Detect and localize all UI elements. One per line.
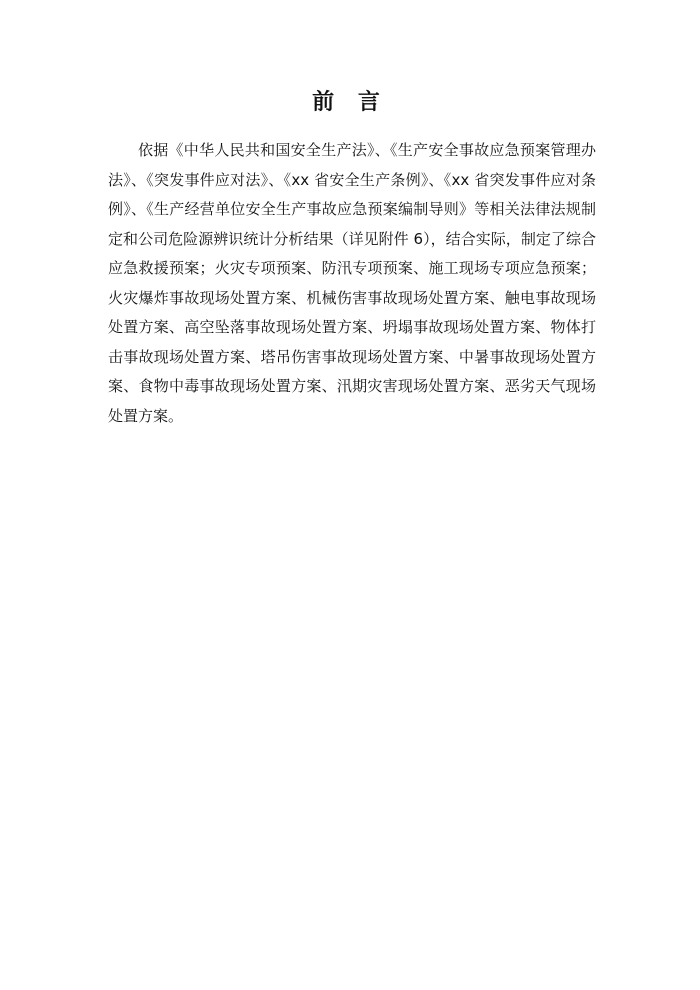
body-paragraph: 依据《中华人民共和国安全生产法》、《生产安全事故应急预案管理办法》、《突发事件应对法》、《xx 省安全生产条例》、《xx 省突发事件应对条例》、《生产经营单位安全生产事故应急预案编制导则》等相关法律法规制定和公司危险源辨识统计分析结果（详见附件 6），结合实际，制定了综合应急救援预案；火灾专项预案、防汛专项预案、施工现场专项应急预案；火灾爆炸事故现场处置方案、机械伤害事故现场处置方案、触电事故现场处置方案、高空坠落事故现场处置方案、坍塌事故现场处置方案、物体打击事故现场处置方案、塔吊伤害事故现场处置方案、中暑事故现场处置方案、食物中毒事故现场处置方案、汛期灾害现场处置方案、恶劣天气现场处置方案。 — [108, 141, 596, 425]
page-title: 前 言 — [312, 90, 388, 115]
